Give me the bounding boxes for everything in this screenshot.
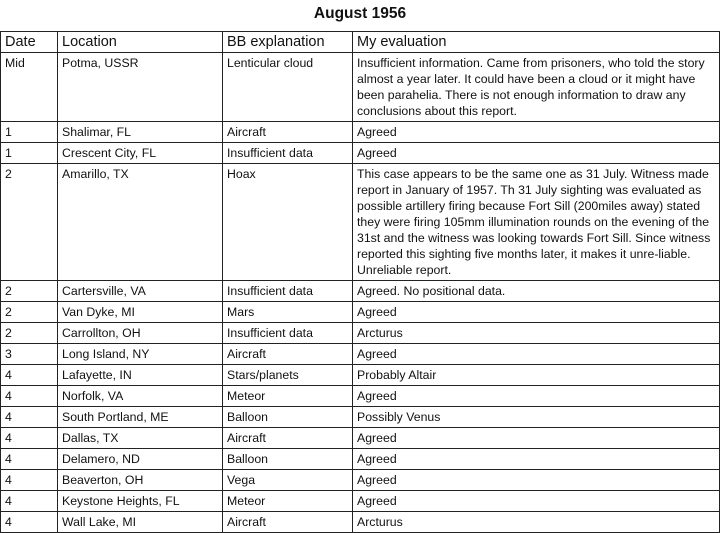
evaluation-cell: Possibly Venus (353, 407, 720, 428)
evaluation-cell: Agreed (353, 122, 720, 143)
bb-explanation-cell: Aircraft (223, 428, 353, 449)
evaluation-cell: Insufficient information. Came from prisoners, who told the story almost a year later. It could have been a cloud or it might have been parahelia. There is not enough information to draw any conclusions about this report. (353, 53, 720, 122)
evaluation-cell: Agreed (353, 449, 720, 470)
evaluation-cell: Agreed (353, 302, 720, 323)
header-my-evaluation: My evaluation (353, 32, 720, 53)
location-cell: South Portland, ME (58, 407, 223, 428)
date-cell: 4 (1, 512, 58, 533)
bb-explanation-cell: Mars (223, 302, 353, 323)
table-row (1, 302, 720, 323)
table-row (1, 323, 720, 344)
bb-explanation-cell: Meteor (223, 491, 353, 512)
bb-explanation-cell: Aircraft (223, 122, 353, 143)
location-cell: Van Dyke, MI (58, 302, 223, 323)
sightings-table (0, 31, 720, 533)
page-title: August 1956 (313, 5, 407, 22)
bb-explanation-cell: Lenticular cloud (223, 53, 353, 122)
location-cell: Amarillo, TX (58, 164, 223, 281)
evaluation-cell: Agreed (353, 386, 720, 407)
location-cell: Delamero, ND (58, 449, 223, 470)
bb-explanation-cell: Balloon (223, 449, 353, 470)
table-row (1, 386, 720, 407)
header-bb-explanation: BB explanation (223, 32, 353, 53)
date-cell: 4 (1, 470, 58, 491)
evaluation-cell: Agreed (353, 344, 720, 365)
evaluation-cell: Arcturus (353, 323, 720, 344)
location-cell: Wall Lake, MI (58, 512, 223, 533)
location-cell: Cartersville, VA (58, 281, 223, 302)
location-cell: Keystone Heights, FL (58, 491, 223, 512)
date-cell: 2 (1, 323, 58, 344)
date-cell: 4 (1, 491, 58, 512)
date-cell: 2 (1, 302, 58, 323)
table-row (1, 143, 720, 164)
date-cell: 1 (1, 143, 58, 164)
table-header-row (1, 32, 720, 53)
location-cell: Shalimar, FL (58, 122, 223, 143)
table-row (1, 281, 720, 302)
date-cell: Mid (1, 53, 58, 122)
date-cell: 2 (1, 164, 58, 281)
table-row (1, 407, 720, 428)
table-row (1, 53, 720, 122)
bb-explanation-cell: Insufficient data (223, 281, 353, 302)
location-cell: Dallas, TX (58, 428, 223, 449)
evaluation-cell: Agreed (353, 143, 720, 164)
evaluation-cell: Arcturus (353, 512, 720, 533)
bb-explanation-cell: Meteor (223, 386, 353, 407)
date-cell: 3 (1, 344, 58, 365)
evaluation-cell: Agreed. No positional data. (353, 281, 720, 302)
location-cell: Beaverton, OH (58, 470, 223, 491)
table-body (1, 53, 720, 533)
location-cell: Carrollton, OH (58, 323, 223, 344)
evaluation-cell: Probably Altair (353, 365, 720, 386)
evaluation-cell: Agreed (353, 470, 720, 491)
table-row (1, 365, 720, 386)
bb-explanation-cell: Hoax (223, 164, 353, 281)
location-cell: Crescent City, FL (58, 143, 223, 164)
date-cell: 4 (1, 386, 58, 407)
bb-explanation-cell: Stars/planets (223, 365, 353, 386)
date-cell: 2 (1, 281, 58, 302)
bb-explanation-cell: Balloon (223, 407, 353, 428)
header-date: Date (1, 32, 58, 53)
table-row (1, 122, 720, 143)
table-row (1, 164, 720, 281)
evaluation-cell: This case appears to be the same one as 31 July. Witness made report in January of 1957. Th 31 July sighting was evaluated as possible artillery firing because Fort Sill (200miles away) stated they were firing 105mm illumination rounds on the evening of the 31st and the witness was looking towards Fort Sill. Since witness reported this sighting five months later, it makes it unre-liable. Unreliable report. (353, 164, 720, 281)
date-cell: 4 (1, 428, 58, 449)
location-cell: Lafayette, IN (58, 365, 223, 386)
table-row (1, 449, 720, 470)
evaluation-cell: Agreed (353, 491, 720, 512)
table-row (1, 512, 720, 533)
bb-explanation-cell: Vega (223, 470, 353, 491)
date-cell: 4 (1, 407, 58, 428)
bb-explanation-cell: Insufficient data (223, 323, 353, 344)
header-location: Location (58, 32, 223, 53)
evaluation-cell: Agreed (353, 428, 720, 449)
date-cell: 4 (1, 365, 58, 386)
table-row (1, 428, 720, 449)
date-cell: 1 (1, 122, 58, 143)
location-cell: Long Island, NY (58, 344, 223, 365)
bb-explanation-cell: Aircraft (223, 512, 353, 533)
location-cell: Norfolk, VA (58, 386, 223, 407)
table-row (1, 470, 720, 491)
bb-explanation-cell: Aircraft (223, 344, 353, 365)
location-cell: Potma, USSR (58, 53, 223, 122)
date-cell: 4 (1, 449, 58, 470)
table-row (1, 491, 720, 512)
bb-explanation-cell: Insufficient data (223, 143, 353, 164)
table-row (1, 344, 720, 365)
